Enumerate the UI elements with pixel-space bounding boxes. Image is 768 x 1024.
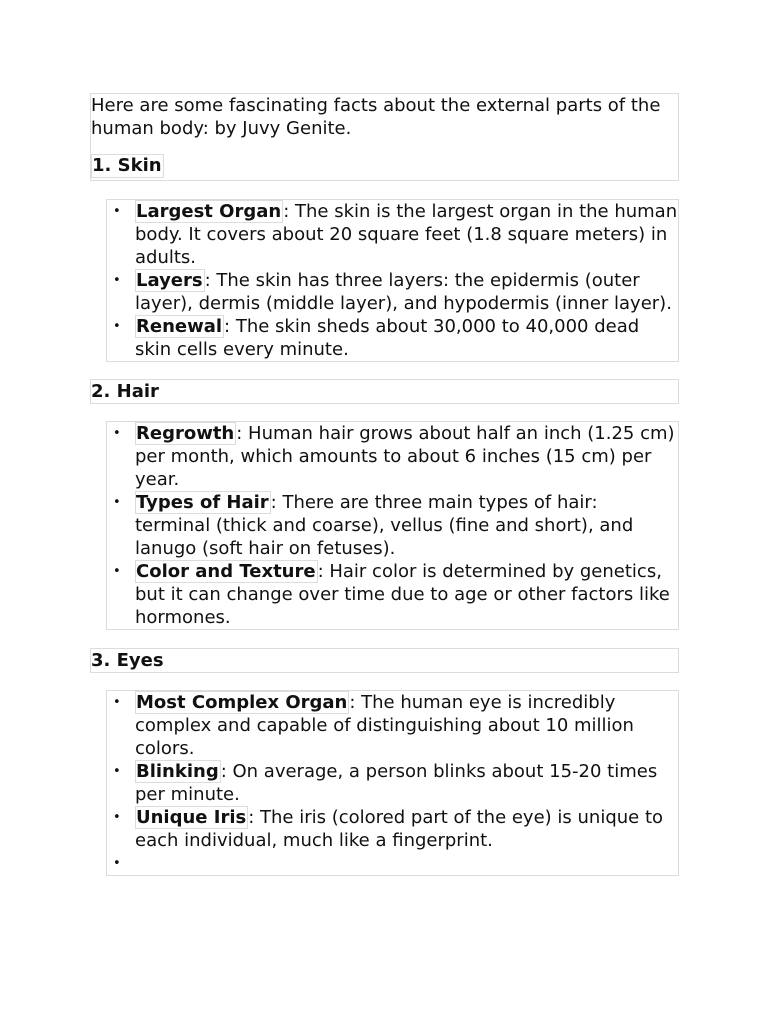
list-item	[135, 560, 678, 629]
fact-text: : On average, a person blinks about 15-20 times per minute.	[135, 761, 658, 805]
list-item	[135, 200, 678, 269]
section-heading-skin: 1. Skin	[92, 155, 162, 176]
list-item	[135, 269, 678, 315]
fact-term: Types of Hair	[136, 492, 269, 513]
intro-paragraph: Here are some fascinating facts about the external parts of the human body: by Juvy Genite.	[91, 95, 661, 139]
fact-text: : There are three main types of hair: terminal (thick and coarse), vellus (fine and short), and lanugo (soft hair on fetuses).	[135, 492, 634, 559]
fact-term: Color and Texture	[136, 561, 316, 582]
hair-facts-list	[106, 421, 679, 630]
list-item	[135, 691, 678, 760]
fact-term: Layers	[136, 270, 203, 291]
fact-text: : The skin has three layers: the epidermis (outer layer), dermis (middle layer), and hypodermis (inner layer).	[135, 270, 672, 314]
fact-text: : The skin sheds about 30,000 to 40,000 dead skin cells every minute.	[135, 316, 640, 360]
fact-text: : Human hair grows about half an inch (1.25 cm) per month, which amounts to about 6 inches (15 cm) per year.	[135, 423, 675, 490]
fact-text: : The skin is the largest organ in the human body. It covers about 20 square feet (1.8 square meters) in adults.	[135, 201, 678, 268]
list-item	[135, 491, 678, 560]
list-item	[135, 315, 678, 361]
fact-term: Most Complex Organ	[136, 692, 348, 713]
fact-term: Regrowth	[136, 423, 235, 444]
section-heading-hair: 2. Hair	[90, 379, 679, 404]
list-item	[135, 422, 678, 491]
fact-term: Unique Iris	[136, 807, 247, 828]
fact-text: : Hair color is determined by genetics, but it can change over time due to age or other factors like hormones.	[135, 561, 670, 628]
intro-block	[90, 93, 679, 181]
fact-text: : The iris (colored part of the eye) is unique to each individual, much like a fingerprint.	[135, 807, 664, 851]
skin-facts-list	[106, 199, 679, 362]
list-item	[135, 806, 678, 852]
list-item-empty	[135, 852, 678, 875]
eyes-facts-list	[106, 690, 679, 876]
document	[90, 93, 679, 876]
fact-term: Largest Organ	[136, 201, 282, 222]
list-item	[135, 760, 678, 806]
fact-term: Renewal	[136, 316, 223, 337]
fact-term: Blinking	[136, 761, 219, 782]
fact-text: : The human eye is incredibly complex and capable of distinguishing about 10 million colors.	[135, 692, 634, 759]
section-heading-eyes: 3. Eyes	[90, 648, 679, 673]
